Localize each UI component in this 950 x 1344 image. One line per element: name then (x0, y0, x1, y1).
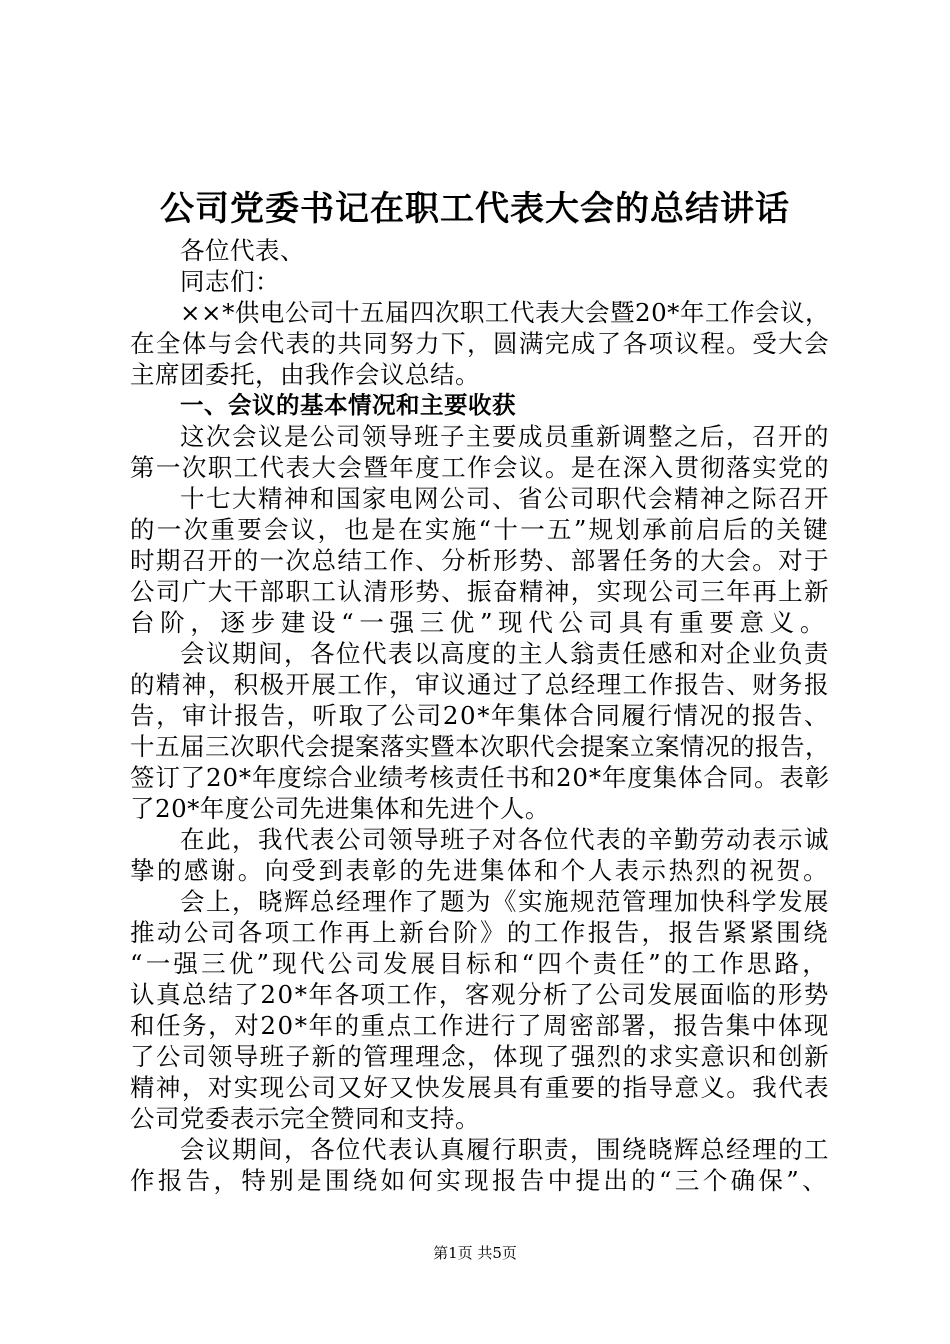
text-line: “一强三优”现代公司发展目标和“四个责任”的工作思路， (130, 949, 830, 978)
text-line: 第一次职工代表大会暨年度工作会议。是在深入贯彻落实党的 (130, 453, 830, 482)
text-line: 在此，我代表公司领导班子对各位代表的辛勤劳动表示诚 (180, 825, 830, 854)
text-line: 各位代表、 (180, 236, 305, 265)
text-line: 了20*年度公司先进集体和先进个人。 (130, 794, 550, 823)
text-line: 这次会议是公司领导班子主要成员重新调整之后，召开的 (180, 422, 830, 451)
text-line: 的精神，积极开展工作，审议通过了总经理工作报告、财务报 (130, 670, 830, 699)
text-line: 公司广大干部职工认清形势、振奋精神，实现公司三年再上新 (130, 577, 830, 606)
text-line: 十五届三次职代会提案落实暨本次职代会提案立案情况的报告， (130, 732, 830, 761)
document-body (130, 235, 830, 1196)
text-line: 会议期间，各位代表认真履行职责，围绕晓辉总经理的工 (180, 1135, 830, 1164)
document-title: 公司党委书记在职工代表大会的总结讲话 (160, 189, 790, 229)
text-line: 十七大精神和国家电网公司、省公司职代会精神之际召开 (180, 484, 830, 513)
text-line: 认真总结了20*年各项工作，客观分析了公司发展面临的形势 (130, 980, 830, 1009)
text-line: 告，审计报告，听取了公司20*年集体合同履行情况的报告、 (130, 701, 830, 730)
text-line: 了公司领导班子新的管理理念，体现了强烈的求实意识和创新 (130, 1042, 830, 1071)
text-line: 会议期间，各位代表以高度的主人翁责任感和对企业负责 (180, 639, 830, 668)
section-heading: 一、会议的基本情况和主要收获 (180, 391, 516, 419)
text-line: 挚的感谢。向受到表彰的先进集体和个人表示热烈的祝贺。 (130, 856, 830, 885)
page-footer: 第1页 共5页 (433, 1244, 517, 1262)
text-line: 同志们： (180, 267, 280, 296)
text-line: 会上，晓辉总经理作了题为《实施规范管理加快科学发展 (180, 887, 830, 916)
text-line: 主席团委托，由我作会议总结。 (130, 360, 480, 389)
text-line: 公司党委表示完全赞同和支持。 (130, 1104, 480, 1133)
text-line: 在全体与会代表的共同努力下，圆满完成了各项议程。受大会 (130, 329, 830, 358)
text-line: 的一次重要会议，也是在实施“十一五”规划承前启后的关键 (130, 515, 830, 544)
text-line: ××*供电公司十五届四次职工代表大会暨20*年工作会议， (180, 298, 830, 327)
text-line: 时期召开的一次总结工作、分析形势、部署任务的大会。对于 (130, 546, 830, 575)
text-line: 推动公司各项工作再上新台阶》的工作报告，报告紧紧围绕 (130, 918, 830, 947)
text-line: 台阶，逐步建设“一强三优”现代公司具有重要意义。 (130, 608, 830, 637)
text-line: 精神，对实现公司又好又快发展具有重要的指导意义。我代表 (130, 1073, 830, 1102)
text-line: 和任务，对20*年的重点工作进行了周密部署，报告集中体现 (130, 1011, 830, 1040)
text-line: 作报告，特别是围绕如何实现报告中提出的“三个确保”、 (130, 1166, 830, 1195)
text-line: 签订了20*年度综合业绩考核责任书和20*年度集体合同。表彰 (130, 763, 830, 792)
